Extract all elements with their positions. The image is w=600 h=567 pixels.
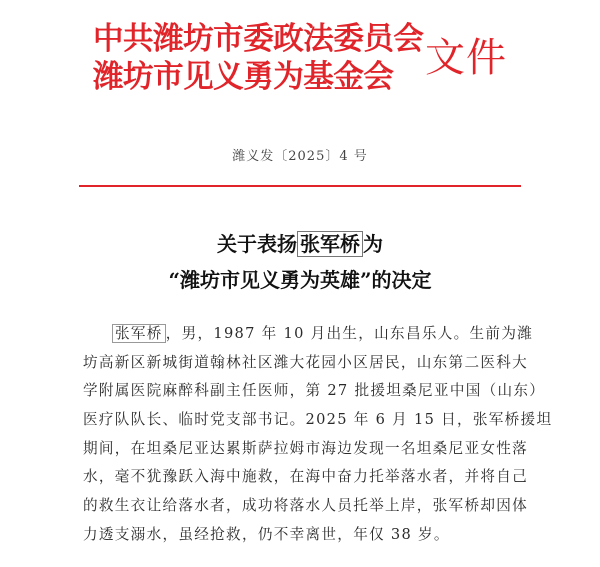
body-line-8: 力透支溺水，虽经抢救，仍不幸离世，年仅 38 岁。	[83, 525, 450, 543]
body-line-1	[83, 320, 534, 349]
red-header	[93, 20, 513, 100]
body-name-boxed: 张军桥	[112, 324, 166, 343]
body-line-1-text: ，男，1987 年 10 月出生，山东昌乐人。生前为潍	[165, 325, 534, 342]
document-number: 潍义发〔2025〕4 号	[232, 149, 368, 164]
title-name-boxed: 张军桥	[297, 231, 363, 257]
document-title-line-1	[0, 231, 600, 257]
body-line-6: 水，毫不犹豫跃入海中施救，在海中奋力托举落水者，并将自己	[83, 468, 529, 486]
red-divider	[79, 185, 521, 187]
document-title-line-2: “潍坊市见义勇为英雄”的决定	[168, 268, 432, 292]
body-line-5: 期间，在坦桑尼亚达累斯萨拉姆市海边发现一名坦桑尼亚女性落	[83, 439, 529, 457]
body-line-2: 坊高新区新城街道翰林社区潍大花园小区居民，山东第二医科大	[83, 353, 529, 371]
issuer-line-2: 潍坊市见义勇为基金会	[93, 59, 394, 95]
body-paragraph	[83, 320, 553, 550]
body-line-4: 医疗队队长、临时党支部书记。2025 年 6 月 15 日，张军桥援坦	[83, 411, 553, 429]
title-prefix: 关于表扬	[217, 232, 297, 256]
issuer-names	[93, 20, 424, 96]
issuer-line-1: 中共潍坊市委政法委员会	[93, 21, 424, 57]
body-line-3: 学附属医院麻醉科副主任医师，第 27 批援坦桑尼亚中国（山东）	[83, 382, 546, 400]
title-suffix: 为	[363, 232, 383, 256]
body-line-7: 的救生衣让给落水者，成功将落水人员托举上岸，张军桥却因体	[83, 497, 529, 515]
document-label: 文件	[425, 35, 507, 81]
